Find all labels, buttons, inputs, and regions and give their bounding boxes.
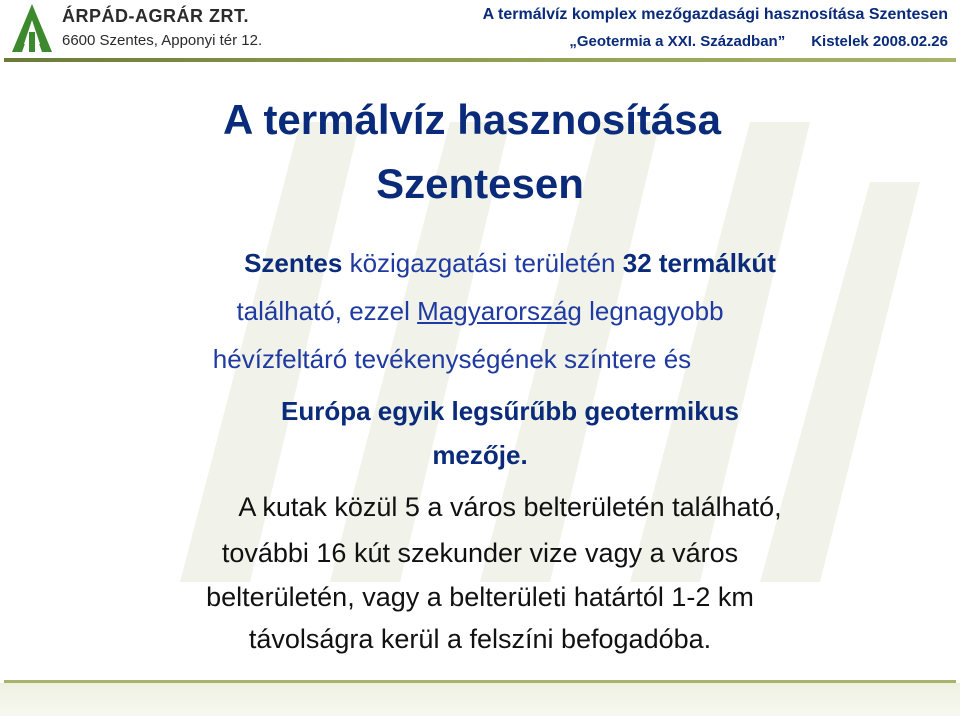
paragraph-1-line-2 — [0, 296, 960, 326]
event-name: „Geotermia a XXI. Században” — [569, 33, 786, 50]
company-name: ÁRPÁD-AGRÁR ZRT. — [62, 6, 249, 26]
text-segment: közigazgatási területén — [342, 248, 623, 278]
paragraph-1-line-4: Európa egyik legsűrűbb geotermikus — [281, 396, 739, 426]
text-well-count: 32 termálkút — [622, 248, 776, 278]
presentation-title: A termálvíz komplex mezőgazdasági hasznosítása Szentesen — [482, 6, 948, 23]
text-segment: található, ezzel — [236, 296, 418, 326]
paragraph-2-line-3: belterületén, vagy a belterületi határtól 1-2 km — [206, 582, 754, 612]
paragraph-2-line-1: A kutak közül 5 a város belterületén található, — [238, 492, 782, 522]
paragraph-1-line-5: mezője. — [432, 440, 528, 470]
paragraph-1-line-1 — [30, 248, 960, 278]
paragraph-2-line-4: távolságra kerül a felszíni befogadóba. — [248, 624, 712, 654]
text-segment: legnagyobb — [581, 296, 724, 326]
header — [0, 0, 960, 62]
text-magyarorszag: Magyarország — [417, 296, 582, 326]
footer-band — [0, 683, 960, 716]
company-address: 6600 Szentes, Apponyi tér 12. — [62, 32, 263, 49]
paragraph-1-line-3: hévízfeltáró tevékenységének színtere és — [212, 344, 692, 374]
event-place-date: Kistelek 2008.02.26 — [811, 33, 948, 50]
slide-title-line-1: A termálvíz hasznosítása — [223, 96, 721, 143]
text-szentes: Szentes — [244, 248, 343, 278]
company-logo-icon — [10, 2, 54, 54]
header-divider — [4, 58, 956, 62]
paragraph-2-line-2: további 16 kút szekunder vize vagy a város — [221, 538, 739, 568]
event-line — [569, 33, 948, 50]
slide-title-line-2: Szentesen — [376, 160, 584, 207]
